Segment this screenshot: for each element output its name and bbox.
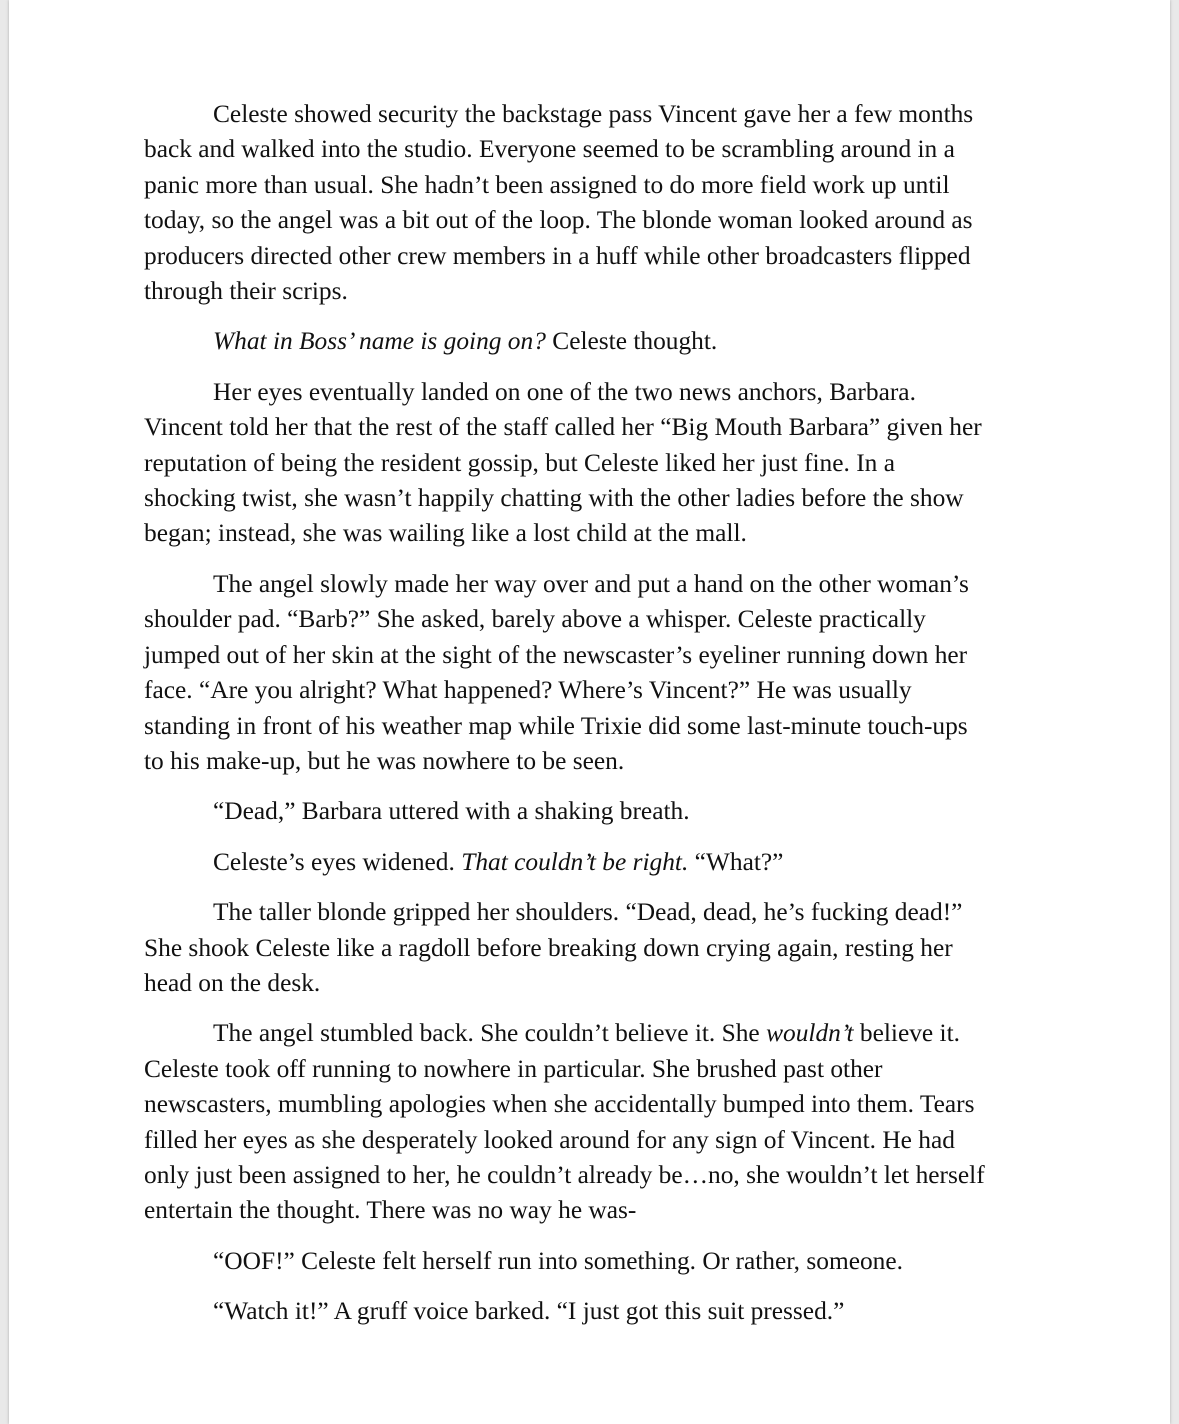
document-body [144, 97, 1044, 1345]
text-line: head on the desk. [144, 968, 321, 997]
paragraph-2 [144, 324, 1044, 359]
paragraph-4 [144, 567, 1044, 779]
text-line: “Dead,” Barbara uttered with a shaking breath. [213, 797, 690, 826]
text-line: face. “Are you alright? What happened? Where’s Vincent?” He was usually [144, 676, 912, 705]
text-line: jumped out of her skin at the sight of the newscaster’s eyeliner running down her [144, 640, 968, 669]
paragraph-3 [144, 375, 1044, 552]
text-line: She shook Celeste like a ragdoll before breaking down crying again, resting her [144, 933, 953, 962]
text-line: filled her eyes as she desperately looked around for any sign of Vincent. He had [144, 1125, 955, 1154]
text-line: began; instead, she was wailing like a lost child at the mall. [144, 519, 747, 548]
paragraph-7 [144, 895, 1044, 1001]
text-line [144, 845, 1044, 880]
text-line: back and walked into the studio. Everyone seemed to be scrambling around in a [144, 135, 955, 164]
document-page [9, 0, 1170, 1424]
text-line: shoulder pad. “Barb?” She asked, barely above a whisper. Celeste practically [144, 605, 926, 634]
text-line: producers directed other crew members in a huff while other broadcasters flipped [144, 241, 971, 270]
italic-thought: What in Boss’ name is going on? [213, 327, 546, 356]
text-line: Her eyes eventually landed on one of the two news anchors, Barbara. [213, 377, 916, 406]
text-line: entertain the thought. There was no way he was- [144, 1196, 637, 1225]
text-run: Celeste’s eyes widened. [213, 847, 462, 876]
text-line: “Watch it!” A gruff voice barked. “I just got this suit pressed.” [213, 1297, 845, 1326]
italic-emphasis: wouldn’t [766, 1019, 854, 1048]
paragraph-5 [144, 794, 1044, 829]
text-line: The angel slowly made her way over and put a hand on the other woman’s [213, 569, 969, 598]
text-run: “What?” [688, 847, 784, 876]
text-line: Vincent told her that the rest of the staff called her “Big Mouth Barbara” given her [144, 413, 982, 442]
text-run: believe it. [853, 1019, 960, 1048]
text-line: to his make-up, but he was nowhere to be seen. [144, 746, 625, 775]
text-line [144, 324, 1044, 359]
text-line: shocking twist, she wasn’t happily chatting with the other ladies before the show [144, 484, 964, 513]
paragraph-1 [144, 97, 1044, 309]
text-line: standing in front of his weather map while Trixie did some last-minute touch-ups [144, 711, 968, 740]
text-line: newscasters, mumbling apologies when she accidentally bumped into them. Tears [144, 1090, 975, 1119]
text-run: Celeste thought. [545, 327, 718, 356]
paragraph-9 [144, 1244, 1044, 1279]
text-line: panic more than usual. She hadn’t been assigned to do more field work up until [144, 170, 950, 199]
text-run: The angel stumbled back. She couldn’t believe it. She [213, 1019, 767, 1048]
text-line: through their scrips. [144, 277, 348, 306]
paragraph-10 [144, 1294, 1044, 1329]
text-line: Celeste took off running to nowhere in particular. She brushed past other [144, 1054, 883, 1083]
text-line: today, so the angel was a bit out of the loop. The blonde woman looked around as [144, 206, 973, 235]
italic-thought: That couldn’t be right. [461, 847, 689, 876]
paragraph-8 [144, 1016, 1044, 1228]
text-line: “OOF!” Celeste felt herself run into something. Or rather, someone. [213, 1246, 903, 1275]
paragraph-6 [144, 845, 1044, 880]
text-line: reputation of being the resident gossip, but Celeste liked her just fine. In a [144, 448, 895, 477]
text-line: Celeste showed security the backstage pass Vincent gave her a few months [213, 100, 974, 128]
text-line: The taller blonde gripped her shoulders. “Dead, dead, he’s fucking dead!” [213, 898, 963, 927]
text-line: only just been assigned to her, he couldn’t already be…no, she wouldn’t let herself [144, 1160, 985, 1189]
text-line [144, 1016, 1044, 1051]
